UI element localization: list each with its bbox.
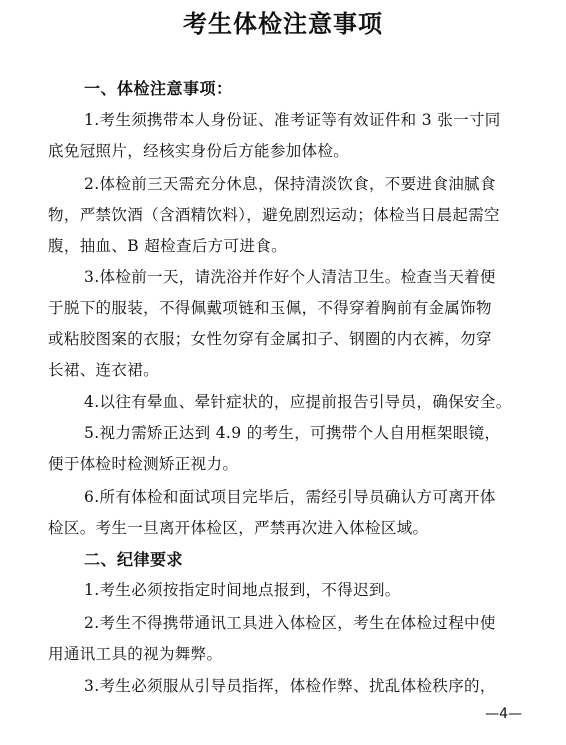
paragraph-line: 2.体检前三天需充分休息，保持清淡饮食，不要进食油腻食 <box>84 175 496 193</box>
page-title: 考生体检注意事项 <box>183 10 383 38</box>
page-number: —4— <box>485 706 522 722</box>
paragraph-line: 用通讯工具的视为舞弊。 <box>48 645 223 663</box>
paragraph-line: 腹，抽血、B 超检查后方可进食。 <box>48 237 287 255</box>
paragraph-line: 5.视力需矫正达到 4.9 的考生，可携带个人自用框架眼镜， <box>84 424 501 442</box>
paragraph-line: 底免冠照片，经核实身份后方能参加体检。 <box>48 142 350 160</box>
paragraph-line: 物，严禁饮酒（含酒精饮料），避免剧烈运动；体检当日晨起需空 <box>48 206 500 224</box>
paragraph-line: 1.考生必须按指定时间地点报到，不得迟到。 <box>84 581 401 599</box>
section-heading-discipline: 二、纪律要求 <box>84 550 184 569</box>
paragraph-line: 检区。考生一旦离开体检区，严禁再次进入体检区域。 <box>48 519 429 537</box>
section-heading-notes: 一、体检注意事项： <box>84 79 233 98</box>
paragraph-line: 6.所有体检和面试项目完毕后，需经引导员确认方可离开体 <box>84 488 496 506</box>
paragraph-line: 3.考生必须服从引导员指挥，体检作弊、扰乱体检秩序的， <box>84 677 496 695</box>
paragraph-line: 1.考生须携带本人身份证、准考证等有效证件和 3 张一寸同 <box>84 111 501 129</box>
paragraph-line: 2.考生不得携带通讯工具进入体检区，考生在体检过程中使 <box>84 614 496 632</box>
paragraph-line: 于脱下的服装，不得佩戴项链和玉佩，不得穿着胸前有金属饰物 <box>48 299 492 317</box>
paragraph-line: 4.以往有晕血、晕针症状的，应提前报告引导员，确保安全。 <box>84 393 512 411</box>
paragraph-line: 长裙、连衣裙。 <box>48 361 159 379</box>
paragraph-line: 便于体检时检测矫正视力。 <box>48 455 239 473</box>
paragraph-line: 3.体检前一天，请洗浴并作好个人清洁卫生。检查当天着便 <box>84 268 496 286</box>
paragraph-line: 或粘胶图案的衣服；女性勿穿有金属扣子、钢圈的内衣裤，勿穿 <box>48 330 492 348</box>
